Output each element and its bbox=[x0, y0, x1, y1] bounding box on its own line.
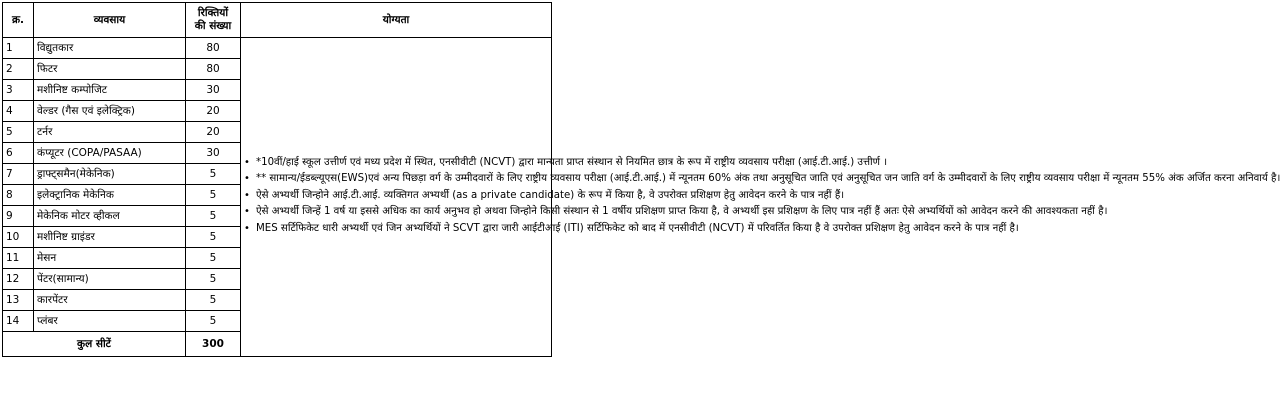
row-sno: 6 bbox=[3, 143, 34, 164]
row-vacancies: 5 bbox=[186, 227, 241, 248]
table-header-row bbox=[3, 3, 552, 38]
row-trade: प्लंबर bbox=[34, 311, 186, 332]
bullet-icon: • bbox=[244, 189, 250, 201]
row-trade: टर्नर bbox=[34, 122, 186, 143]
row-trade: विद्युतकार bbox=[34, 38, 186, 59]
row-vacancies: 5 bbox=[186, 185, 241, 206]
row-vacancies: 20 bbox=[186, 122, 241, 143]
row-vacancies: 80 bbox=[186, 38, 241, 59]
row-sno: 1 bbox=[3, 38, 34, 59]
vacancy-table bbox=[2, 2, 1280, 357]
header-trade: व्यवसाय bbox=[34, 3, 186, 38]
row-vacancies: 5 bbox=[186, 248, 241, 269]
row-vacancies: 30 bbox=[186, 143, 241, 164]
eligibility-item bbox=[244, 222, 1019, 236]
header-sno: क्र. bbox=[3, 3, 34, 38]
row-sno: 4 bbox=[3, 101, 34, 122]
eligibility-text: ऐसे अभ्यर्थी जिन्हें 1 वर्ष या इससे अधिक का कार्य अनुभव हो अथवा जिन्होने किसी संस्थान से 1 वर्षीय प्रशिक्षण प्राप्त किया है, वे अभ्यर्थी इस प्रशिक्षण के लिए पात्र नहीं हैं अतः ऐसे अभ्यर्थियों को आवेदन करने की आवश्यकता नहीं है। bbox=[256, 206, 1108, 218]
row-vacancies: 5 bbox=[186, 290, 241, 311]
row-trade: पेंटर(सामान्य) bbox=[34, 269, 186, 290]
row-vacancies: 5 bbox=[186, 206, 241, 227]
row-trade: मशीनिष्ट कम्पोजिट bbox=[34, 80, 186, 101]
eligibility-text: ** सामान्य/ईडब्ल्यूएस(EWS)एवं अन्य पिछड़ा वर्ग के उम्मीदवारों के लिए राष्ट्रीय व्यवसाय परीक्षा (आई.टी.आई.) में न्यूनतम 60% अंक तथा अनुसूचित जाति एवं अनुसूचित जन जाति वर्ग के उम्मीदवारों के लिए राष्ट्रीय व्यवसाय परीक्षा में न्यूनतम 55% अंक अर्जित करना अनिवार्य है। bbox=[256, 173, 1280, 185]
row-sno: 12 bbox=[3, 269, 34, 290]
row-trade: वेल्डर (गैस एवं इलेक्ट्रिक) bbox=[34, 101, 186, 122]
eligibility-text: *10वीं/हाई स्कूल उत्तीर्ण एवं मध्य प्रदेश में स्थित, एनसीवीटी (NCVT) द्वारा मान्यता प्राप्त संस्थान से नियमित छात्र के रूप में राष्ट्रीय व्यवसाय परीक्षा (आई.टी.आई.) उत्तीर्ण । bbox=[256, 156, 888, 168]
row-vacancies: 30 bbox=[186, 80, 241, 101]
total-value: 300 bbox=[186, 332, 241, 357]
eligibility-cell bbox=[241, 38, 1280, 357]
row-trade: कंप्यूटर (COPA/PASAA) bbox=[34, 143, 186, 164]
header-eligibility: योग्यता bbox=[241, 3, 552, 38]
row-sno: 5 bbox=[3, 122, 34, 143]
table-row bbox=[3, 38, 552, 59]
eligibility-item bbox=[244, 205, 1108, 219]
row-vacancies: 5 bbox=[186, 269, 241, 290]
header-vacancies-line1: रिक्तियों bbox=[197, 7, 229, 19]
row-vacancies: 20 bbox=[186, 101, 241, 122]
row-sno: 13 bbox=[3, 290, 34, 311]
row-sno: 8 bbox=[3, 185, 34, 206]
row-sno: 9 bbox=[3, 206, 34, 227]
row-trade: मेसन bbox=[34, 248, 186, 269]
row-vacancies: 5 bbox=[186, 164, 241, 185]
row-sno: 2 bbox=[3, 59, 34, 80]
row-vacancies: 80 bbox=[186, 59, 241, 80]
eligibility-item bbox=[244, 189, 845, 203]
row-trade: इलेक्ट्रानिक मेकेनिक bbox=[34, 185, 186, 206]
row-sno: 11 bbox=[3, 248, 34, 269]
eligibility-text: ऐसे अभ्यर्थी जिन्होने आई.टी.आई. व्यक्तिगत अभ्यर्थी (as a private candidate) के रूप में किया है, वे उपरोक्त प्रशिक्षण हेतु आवेदन करने के पात्र नहीं हैं। bbox=[256, 189, 845, 201]
eligibility-item bbox=[244, 156, 888, 170]
row-sno: 3 bbox=[3, 80, 34, 101]
bullet-icon: • bbox=[244, 206, 250, 218]
bullet-icon: • bbox=[244, 173, 250, 185]
row-trade: मेकेनिक मोटर व्हीकल bbox=[34, 206, 186, 227]
row-trade: फिटर bbox=[34, 59, 186, 80]
row-trade: कारपेंटर bbox=[34, 290, 186, 311]
header-vacancies bbox=[186, 3, 241, 38]
row-sno: 14 bbox=[3, 311, 34, 332]
row-vacancies: 5 bbox=[186, 311, 241, 332]
eligibility-item bbox=[244, 172, 1280, 186]
row-trade: मशीनिष्ट ग्राइंडर bbox=[34, 227, 186, 248]
header-vacancies-line2: की संख्या bbox=[194, 20, 232, 32]
bullet-icon: • bbox=[244, 156, 250, 168]
row-trade: ड्राफ्ट्समैन(मेकेनिक) bbox=[34, 164, 186, 185]
bullet-icon: • bbox=[244, 222, 250, 234]
row-sno: 10 bbox=[3, 227, 34, 248]
eligibility-text: MES सर्टिफिकेट धारी अभ्यर्थी एवं जिन अभ्यर्थियों ने SCVT द्वारा जारी आईटीआई (ITI) सर्टिफिकेट को बाद में एनसीवीटी (NCVT) में परिवर्तित किया है वे उपरोक्त प्रशिक्षण हेतु आवेदन करने के पात्र नहीं है। bbox=[256, 222, 1019, 234]
row-sno: 7 bbox=[3, 164, 34, 185]
total-label: कुल सीटें bbox=[3, 332, 186, 357]
